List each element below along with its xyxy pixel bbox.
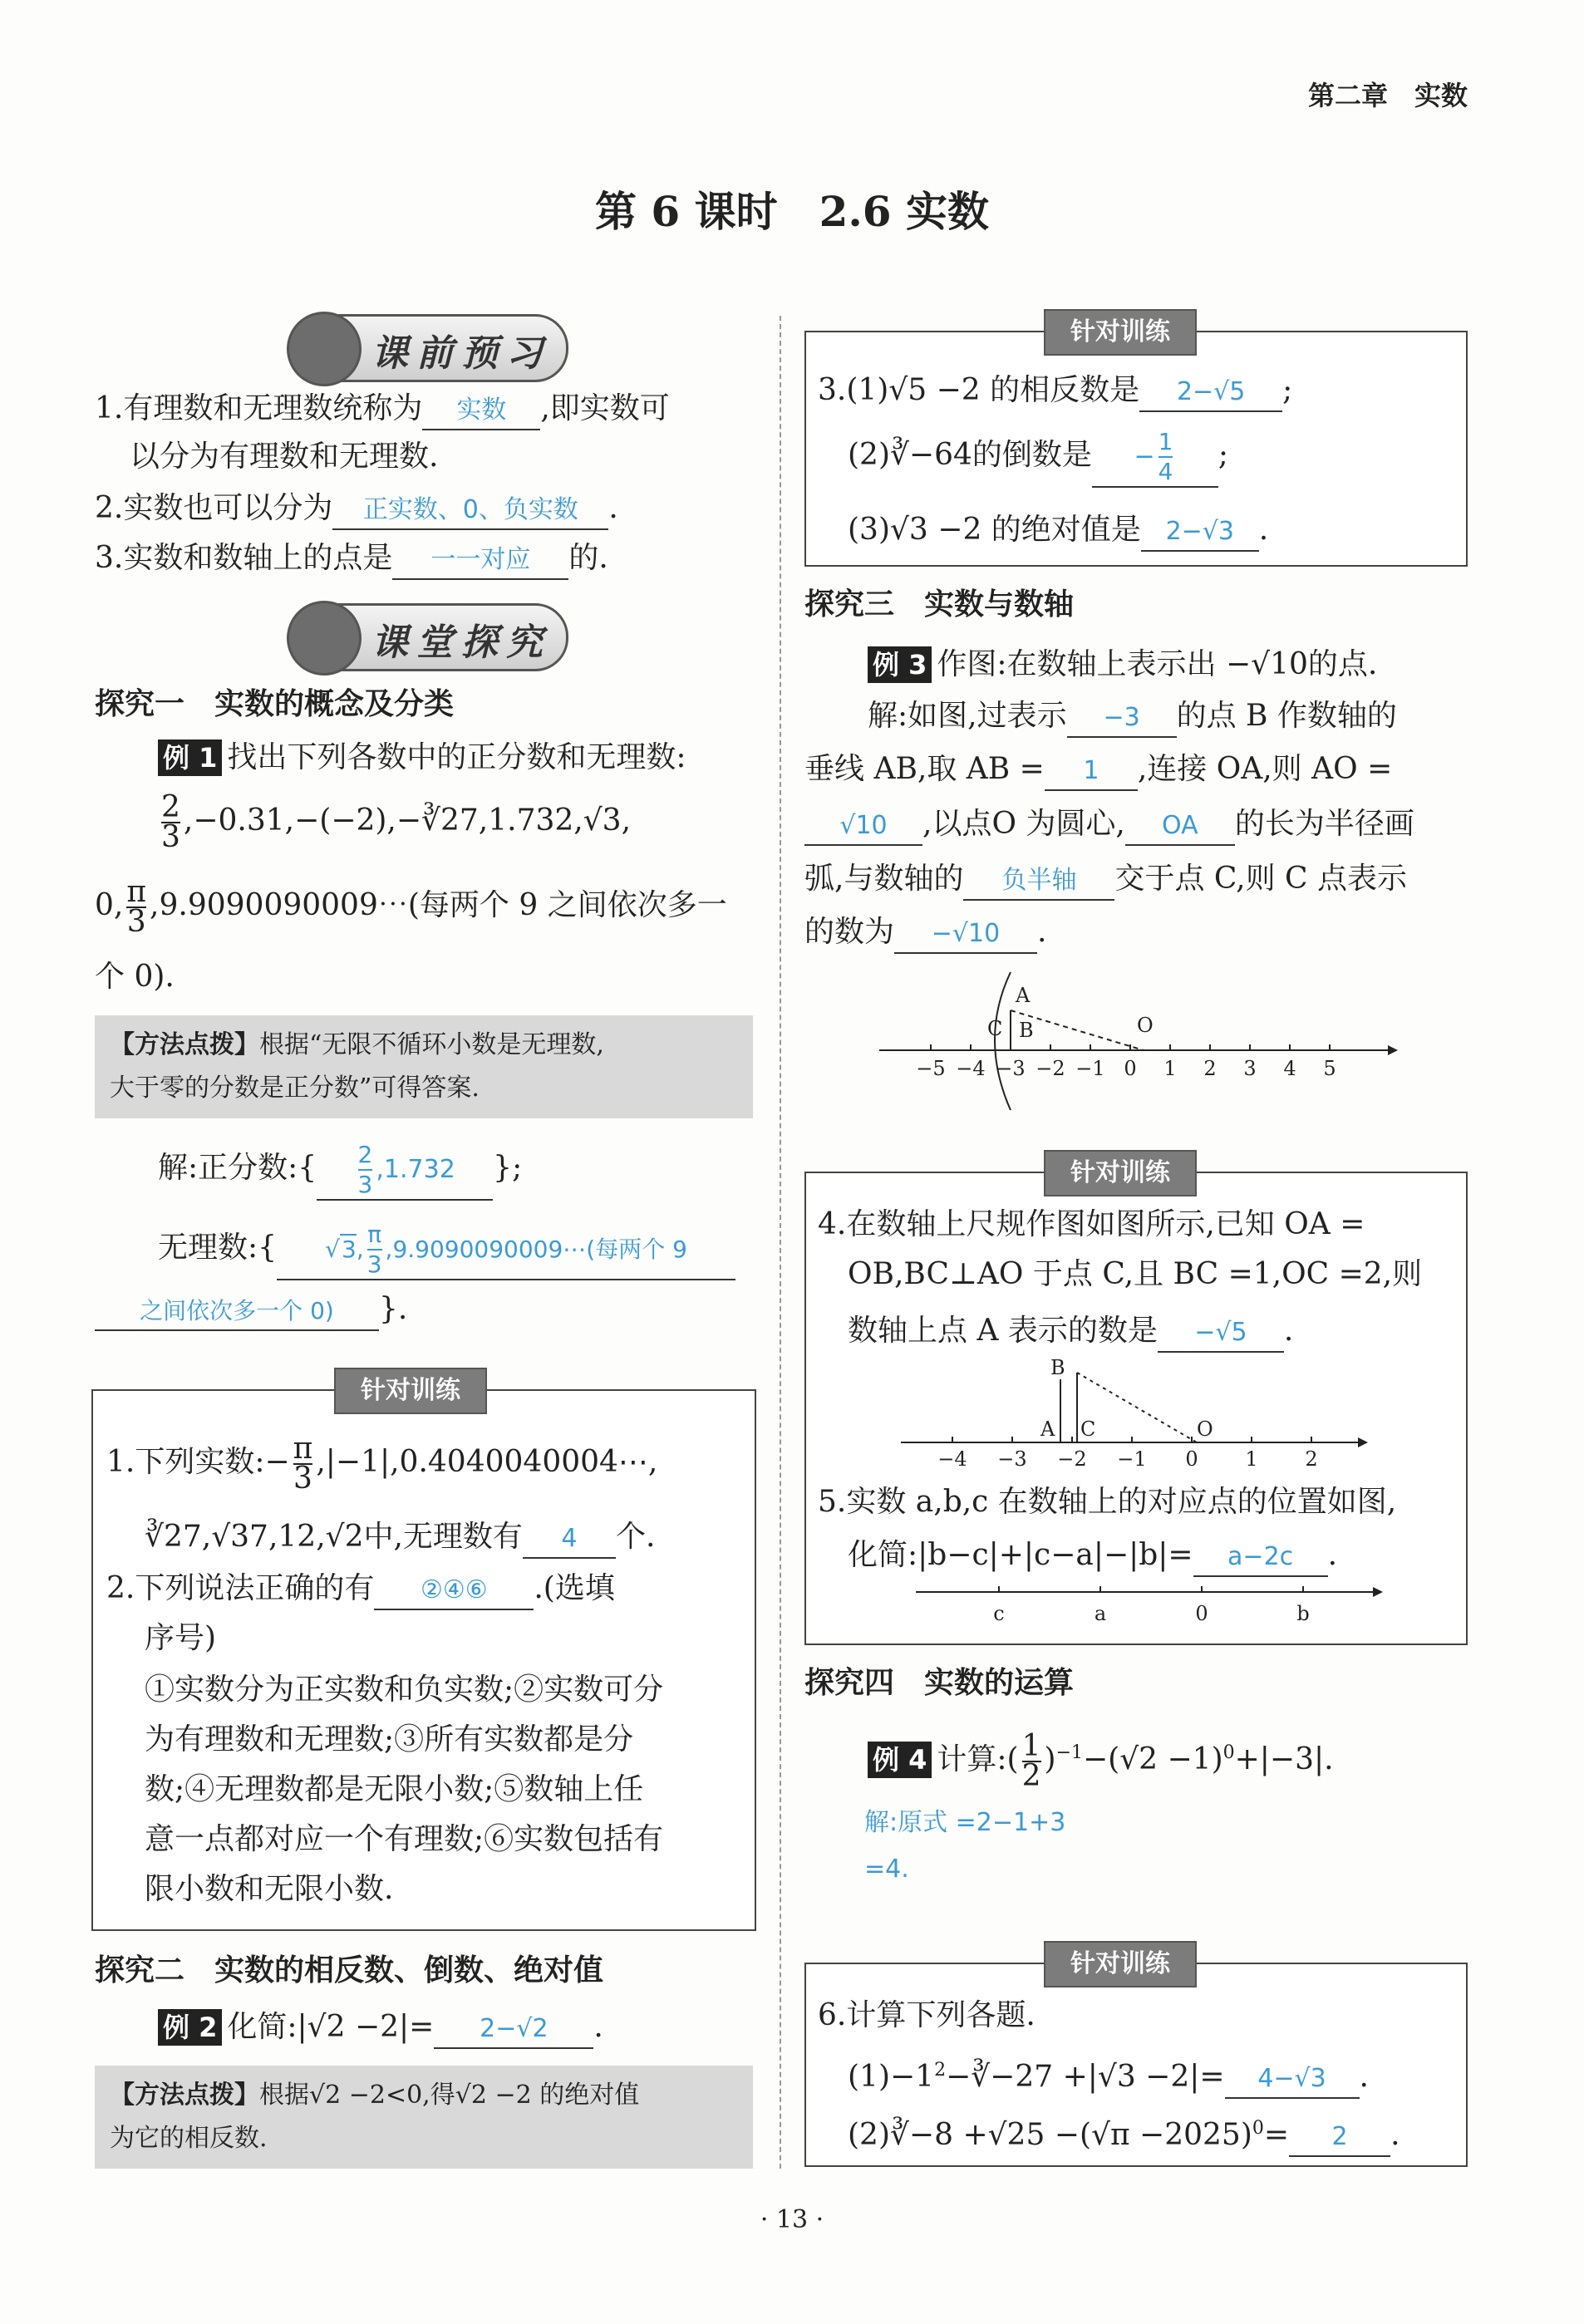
axis-tick-label: −3 bbox=[996, 1057, 1026, 1080]
axis-tick-label: a bbox=[1094, 1602, 1107, 1625]
axis-tick-label: 1 bbox=[1163, 1057, 1177, 1080]
point-C-label: C bbox=[987, 1017, 1003, 1040]
example3-sol-1: 解:如图,过表示 −3 的点 B 作数轴的 bbox=[868, 691, 1397, 741]
blank-q3: 一一对应 bbox=[392, 540, 568, 580]
axis-tick-label: 4 bbox=[1283, 1057, 1296, 1080]
axis-tick-label: −3 bbox=[997, 1447, 1027, 1471]
example2: 例 2 化简:|√2 −2|= 2−√2 . bbox=[158, 2002, 603, 2052]
example3-sol-5: 的数为 −√10 . bbox=[804, 907, 1046, 957]
example4: 例 4 计算:( $\frac{1}{2}$ )$^{-1}-(√2 -1)^0+|-3|$. bbox=[868, 1720, 1334, 1793]
training-tab-4: 针对训练 bbox=[1044, 1941, 1197, 1987]
explore-banner: 课堂探究 bbox=[289, 603, 568, 671]
construction-arc bbox=[995, 972, 1011, 1110]
train1-q1-cont: ∛27,√37,12,√2中,无理数有 4 个. bbox=[145, 1512, 655, 1562]
axis-tick-label: b bbox=[1296, 1602, 1310, 1625]
axis-tick-label: −4 bbox=[956, 1057, 986, 1080]
axis-tick-label: 0 bbox=[1185, 1447, 1198, 1471]
axis-tick-label: −1 bbox=[1117, 1447, 1147, 1471]
train2-q3-2: (2)∛−64的倒数是 − $\frac{1}{4}$ ; bbox=[848, 422, 1228, 489]
example4-sol-1: 解:原式 =2−1+3 bbox=[864, 1808, 1066, 1837]
train1-q2-line: 限小数和无限小数. bbox=[145, 1872, 394, 1906]
solution-irrational: 无理数:{ √3, $\frac{\pi}{3}$ ,9.9090090009⋯(每两个 9 bbox=[158, 1215, 735, 1281]
axis-tick-label: −5 bbox=[916, 1057, 946, 1080]
train4-q6: 6.计算下列各题. bbox=[818, 1998, 1036, 2032]
train3-q4-3: 数轴上点 A 表示的数是 −√5 . bbox=[848, 1306, 1293, 1356]
solution-positive: 解:正分数:{ $\frac{2}{3}$ ,1.732 }; bbox=[158, 1135, 522, 1201]
example1: 例 1 找出下列各数中的正分数和无理数: bbox=[158, 733, 686, 783]
axis-tick-label: 1 bbox=[1245, 1447, 1258, 1471]
page-number: · 13 · bbox=[760, 2205, 824, 2234]
number-line-diagram-3 bbox=[911, 1579, 1393, 1629]
chapter-header: 第二章 实数 bbox=[1307, 80, 1468, 111]
train1-q2-line: 为有理数和无理数;③所有实数都是分 bbox=[145, 1722, 634, 1757]
point-A-label: A bbox=[1016, 984, 1031, 1007]
page-title: 第 6 课时 2.6 实数 bbox=[595, 187, 989, 236]
train1-q2: 2.下列说法正确的有 ②④⑥ .(选填 bbox=[106, 1564, 615, 1614]
axis-tick-label: −2 bbox=[1057, 1447, 1087, 1471]
axis-tick-label: 0 bbox=[1124, 1057, 1137, 1080]
train2-q3-3: (3)√3 −2 的绝对值是 2−√3 . bbox=[848, 505, 1268, 555]
preview-q2: 2.实数也可以分为 正实数、0、负实数 . bbox=[95, 484, 618, 533]
train3-q4-2: OB,BC⊥AO 于点 C,且 BC =1,OC =2,则 bbox=[848, 1257, 1423, 1291]
axis-tick-label: −1 bbox=[1075, 1057, 1105, 1080]
location-pin-icon bbox=[287, 312, 362, 386]
example1-line2: 0, $\frac{\pi}{3}$ ,9.9090090009⋯(每两个 9 之间依次多一 bbox=[95, 875, 727, 939]
preview-q1: 1.有理数和无理数统称为 实数 ,即实数可 bbox=[95, 384, 670, 434]
train1-q2-line: 序号) bbox=[145, 1621, 217, 1655]
training-tab-1: 针对训练 bbox=[334, 1368, 487, 1414]
point-B-label: B bbox=[1019, 1019, 1034, 1042]
explore2-heading: 探究二 实数的相反数、倒数、绝对值 bbox=[95, 1953, 604, 1987]
example3-sol-3: √10 ,以点O 为圆心, OA 的长为半径画 bbox=[804, 799, 1414, 849]
solution-irrational-cont: 之间依次多一个 0) }. bbox=[95, 1285, 407, 1334]
train1-q2-line: 数;④无理数都是无限小数;⑤数轴上任 bbox=[145, 1772, 644, 1806]
number-line-diagram-2 bbox=[893, 1356, 1375, 1472]
axis-arrow-icon bbox=[1373, 1587, 1383, 1597]
axis-tick-label: −4 bbox=[937, 1447, 967, 1471]
axis-tick-label: 0 bbox=[1195, 1602, 1208, 1625]
axis-arrow-icon bbox=[1358, 1437, 1368, 1447]
train3-q4-1: 4.在数轴上尺规作图如图所示,已知 OA = bbox=[818, 1207, 1365, 1241]
method-tip-1: 【方法点拨】根据“无限不循环小数是无理数, 大于零的分数是正分数”可得答案. bbox=[95, 1015, 753, 1118]
number-line-diagram-1 bbox=[873, 964, 1404, 1113]
column-divider bbox=[780, 316, 781, 2169]
point-B-label: B bbox=[1050, 1356, 1065, 1379]
axis-tick-label: c bbox=[993, 1602, 1005, 1625]
example3-sol-2: 垂线 AB,取 AB = 1 ,连接 OA,则 AO = bbox=[804, 744, 1392, 794]
training-tab-3: 针对训练 bbox=[1044, 1150, 1197, 1196]
training-tab-2: 针对训练 bbox=[1044, 309, 1197, 356]
axis-arrow-icon bbox=[1388, 1045, 1398, 1055]
train3-q5-2: 化简:|b−c|+|c−a|−|b|= a−2c . bbox=[848, 1530, 1337, 1580]
axis-tick-label: 2 bbox=[1305, 1447, 1318, 1471]
point-C-label: C bbox=[1080, 1417, 1096, 1441]
method-tip-2: 【方法点拨】根据√2 −2<0,得√2 −2 的绝对值 为它的相反数. bbox=[95, 2066, 753, 2169]
axis-tick-label: 2 bbox=[1203, 1057, 1217, 1080]
train1-q2-line: ①实数分为正实数和负实数;②实数可分 bbox=[145, 1673, 664, 1707]
blank-q2: 正实数、0、负实数 bbox=[332, 490, 608, 530]
preview-q1-cont: 以分为有理数和无理数. bbox=[130, 440, 439, 474]
train2-q3-1: 3.(1)√5 −2 的相反数是 2−√5 ; bbox=[818, 366, 1292, 415]
explore1-heading: 探究一 实数的概念及分类 bbox=[95, 687, 455, 721]
example1-line1: $\frac{2}{3}$ ,−0.31,−(−2),−∛27,1.732,√3, bbox=[161, 790, 632, 854]
example4-sol-2: =4. bbox=[864, 1855, 909, 1884]
point-O-label: O bbox=[1137, 1014, 1154, 1037]
example3-sol-4: 弧,与数轴的 负半轴 交于点 C,则 C 点表示 bbox=[804, 854, 1407, 904]
axis-tick-label: −2 bbox=[1036, 1057, 1065, 1080]
axis-tick-label: 3 bbox=[1243, 1057, 1257, 1080]
preview-banner: 课前预习 bbox=[289, 314, 568, 382]
train1-q2-line: 意一点都对应一个有理数;⑥实数包括有 bbox=[145, 1822, 664, 1856]
example3: 例 3 作图:在数轴上表示出 −√10的点. bbox=[868, 640, 1377, 690]
point-A-label: A bbox=[1040, 1417, 1055, 1441]
train3-q5-1: 5.实数 a,b,c 在数轴上的对应点的位置如图, bbox=[818, 1485, 1397, 1519]
train4-q6-2: (2)∛−8 $+√25 -(√\pi -2025)^0= 2$ . bbox=[848, 2104, 1400, 2160]
blank-q1: 实数 bbox=[422, 391, 540, 430]
axis-tick-label: 5 bbox=[1323, 1057, 1336, 1080]
explore3-heading: 探究三 实数与数轴 bbox=[804, 587, 1075, 622]
example1-line3: 个 0). bbox=[95, 960, 175, 994]
train4-q6-1: $(1)-1^2-∛-27 +|√3 -2|= 4-√3$ . bbox=[848, 2046, 1369, 2102]
train1-q1: 1.下列实数:− $\frac{\pi}{3}$ ,|−1|,0.4040040004⋯, bbox=[106, 1432, 658, 1496]
preview-q3: 3.实数和数轴上的点是 一一对应 的. bbox=[95, 533, 608, 583]
magnifier-icon bbox=[287, 601, 362, 676]
point-O-label: O bbox=[1197, 1417, 1213, 1441]
explore4-heading: 探究四 实数的运算 bbox=[804, 1666, 1075, 1700]
